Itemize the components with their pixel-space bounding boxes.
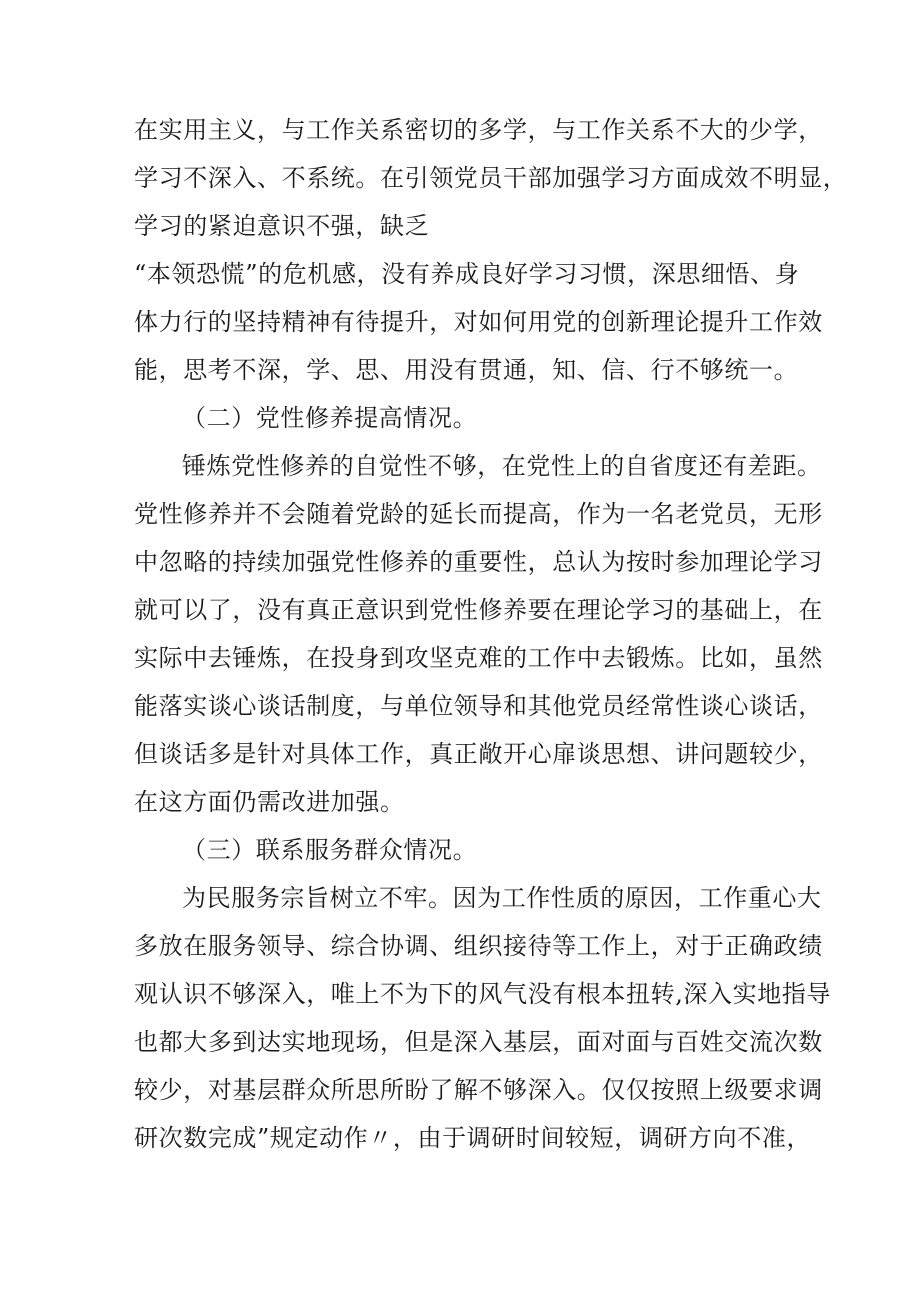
- paragraph-line: 学习的紧迫意识不强，缺乏: [134, 212, 430, 240]
- paragraph-line: 多放在服务领导、综合协调、组织接待等工作上，对于正确政绩: [134, 932, 823, 960]
- paragraph-line: 在这方面仍需改进加强。: [134, 788, 405, 816]
- paragraph-line: 也都大多到达实地现场，但是深入基层，面对面与百姓交流次数: [134, 1028, 823, 1056]
- paragraph-line: 研次数完成”规定动作〃，由于调研时间较短，调研方向不准，: [134, 1124, 812, 1152]
- paragraph-line: 锤炼党性修养的自觉性不够，在党性上的自省度还有差距。: [182, 452, 822, 480]
- paragraph-line: 体力行的坚持精神有待提升，对如何用党的创新理论提升工作效: [134, 308, 823, 336]
- paragraph-line: “本领恐慌”的危机感，没有养成良好学习习惯，深思细悟、身: [134, 260, 800, 288]
- paragraph-line: 中忽略的持续加强党性修养的重要性，总认为按时参加理论学习: [134, 548, 823, 576]
- paragraph-line: 但谈话多是针对具体工作，真正敞开心扉谈思想、讲问题较少，: [134, 740, 823, 768]
- section-heading-3: （三）联系服务群众情况。: [182, 836, 478, 864]
- paragraph-line: 就可以了，没有真正意识到党性修养要在理论学习的基础上，在: [134, 596, 823, 624]
- paragraph-line: 学习不深入、不系统。在引领党员干部加强学习方面成效不明显，: [134, 164, 848, 192]
- paragraph-line: 能，思考不深，学、思、用没有贯通，知、信、行不够统一。: [134, 356, 799, 384]
- paragraph-line: 在实用主义，与工作关系密切的多学，与工作关系不大的少学，: [134, 116, 823, 144]
- paragraph-line: 为民服务宗旨树立不牢。因为工作性质的原因，工作重心大: [182, 884, 822, 912]
- paragraph-line: 较少，对基层群众所思所盼了解不够深入。仅仅按照上级要求调: [134, 1076, 823, 1104]
- paragraph-line: 实际中去锤炼，在投身到攻坚克难的工作中去锻炼。比如，虽然: [134, 644, 823, 672]
- paragraph-line: 观认识不够深入，唯上不为下的风气没有根本扭转,深入实地指导: [134, 980, 832, 1008]
- paragraph-line: 党性修养并不会随着党龄的延长而提高，作为一名老党员，无形: [134, 500, 823, 528]
- section-heading-2: （二）党性修养提高情况。: [182, 404, 478, 432]
- paragraph-line: 能落实谈心谈话制度，与单位领导和其他党员经常性谈心谈话，: [134, 692, 823, 720]
